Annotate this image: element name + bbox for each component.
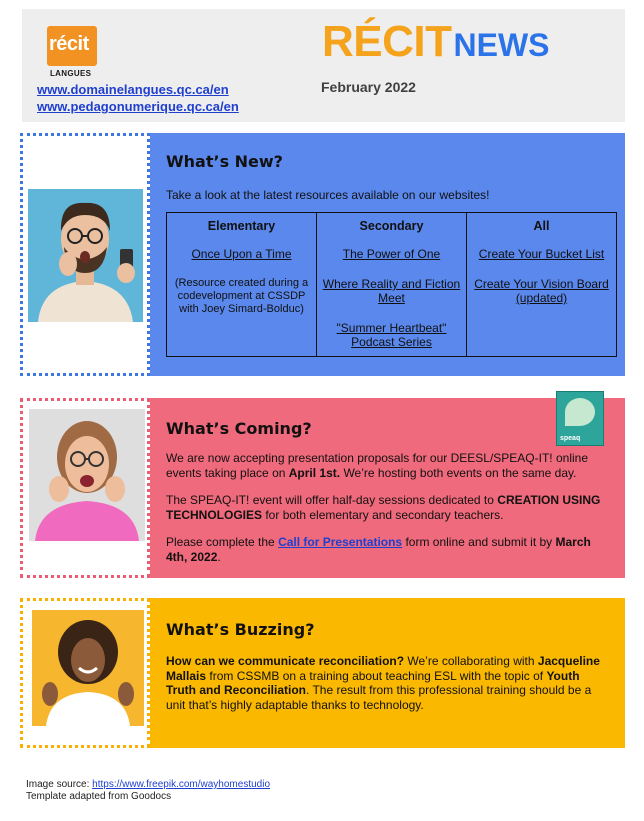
photo-frame (20, 398, 150, 578)
source-label: Image source: (26, 779, 93, 790)
recit-langues-logo (47, 26, 97, 78)
photo-frame (20, 598, 150, 748)
section-panel (150, 398, 625, 578)
column-secondary (317, 213, 467, 356)
section-title: What’s Coming? (166, 419, 312, 438)
masthead-recit: RÉCIT (322, 17, 452, 66)
issue-date: February 2022 (321, 79, 416, 95)
resource-link[interactable]: Create Your Vision Board (updated) (474, 277, 609, 305)
section-intro: Take a look at the latest resources available on our websites! (166, 188, 490, 202)
masthead-title (322, 17, 550, 67)
section-panel (150, 598, 625, 748)
collaborator-name: Jacqueline Mallais (166, 654, 600, 683)
text: for both elementary and secondary teachers. (262, 507, 504, 522)
text: from CSSMB on a training about teaching ESL with the topic of (206, 668, 547, 683)
speaq-logo (556, 391, 604, 446)
resource-link[interactable]: The Power of One (342, 247, 441, 261)
smiling-woman-photo (32, 610, 144, 726)
resource-link[interactable]: Once Upon a Time (191, 247, 292, 261)
masthead-news: NEWS (453, 27, 550, 63)
section-content (166, 654, 607, 725)
section-content (166, 451, 607, 577)
source-link[interactable]: https://www.freepik.com/wayhomestudio (92, 779, 271, 790)
paragraph (166, 654, 607, 712)
paragraph (166, 451, 607, 480)
logo-subtext: LANGUES (50, 69, 92, 78)
logo-text: récit (49, 33, 89, 55)
deadline-date: March 4th, 2022 (166, 535, 591, 564)
text: We’re hosting both events on the same day. (340, 465, 577, 480)
section-title: What’s Buzzing? (166, 620, 315, 639)
footer (26, 779, 270, 803)
resource-link[interactable]: "Summer Heartbeat" Podcast Series (336, 321, 447, 349)
column-all (467, 213, 616, 356)
text: form online and submit it by (402, 535, 556, 549)
image-source (26, 779, 270, 791)
excited-woman-photo (29, 409, 145, 541)
text: The SPEAQ-IT! event will offer half-day sessions dedicated to (166, 493, 498, 507)
column-elementary (167, 213, 317, 356)
column-header: All (533, 219, 550, 233)
text: We’re collaborating with (404, 654, 538, 668)
link-domainelangues[interactable]: www.domainelangues.qc.ca/en (37, 82, 229, 97)
theme-text: CREATION USING TECHNOLOGIES (166, 493, 601, 522)
text: . (217, 549, 221, 564)
question: How can we communicate reconciliation? (166, 654, 405, 668)
surprised-man-photo (28, 189, 143, 322)
leaf-icon (565, 398, 595, 426)
link-pedagonumerique[interactable]: www.pedagonumerique.qc.ca/en (37, 99, 239, 114)
speaq-label: speaq (560, 435, 581, 442)
resource-note: (Resource created during a codevelopment at CSSDP with Joey Simard-Bolduc) (174, 277, 309, 315)
resource-link[interactable]: Where Reality and Fiction Meet (322, 277, 461, 305)
paragraph (166, 535, 607, 564)
section-whats-new (20, 133, 625, 376)
text: We are now accepting presentation proposals for our DEESL/SPEAQ-IT! online events taking place on (166, 451, 588, 480)
event-date: April 1st. (288, 465, 341, 480)
paragraph (166, 493, 607, 522)
resources-table (166, 212, 617, 357)
template-note: Template adapted from Goodocs (26, 791, 172, 802)
section-whats-buzzing (20, 598, 625, 748)
text: Please complete the (166, 535, 279, 549)
column-header: Elementary (207, 219, 276, 233)
call-for-presentations-link[interactable]: Call for Presentations (278, 535, 403, 549)
section-title: What’s New? (166, 152, 283, 171)
column-header: Secondary (359, 219, 424, 233)
section-panel (150, 133, 625, 376)
website-links (37, 81, 239, 115)
photo-frame (20, 133, 150, 376)
section-whats-coming (20, 398, 625, 578)
text: . The result from this professional training should be a unit that’s highly adaptable thanks to technology. (166, 683, 592, 712)
topic: Youth Truth and Reconciliation (166, 668, 580, 697)
resource-link[interactable]: Create Your Bucket List (478, 247, 605, 261)
header (22, 9, 625, 122)
